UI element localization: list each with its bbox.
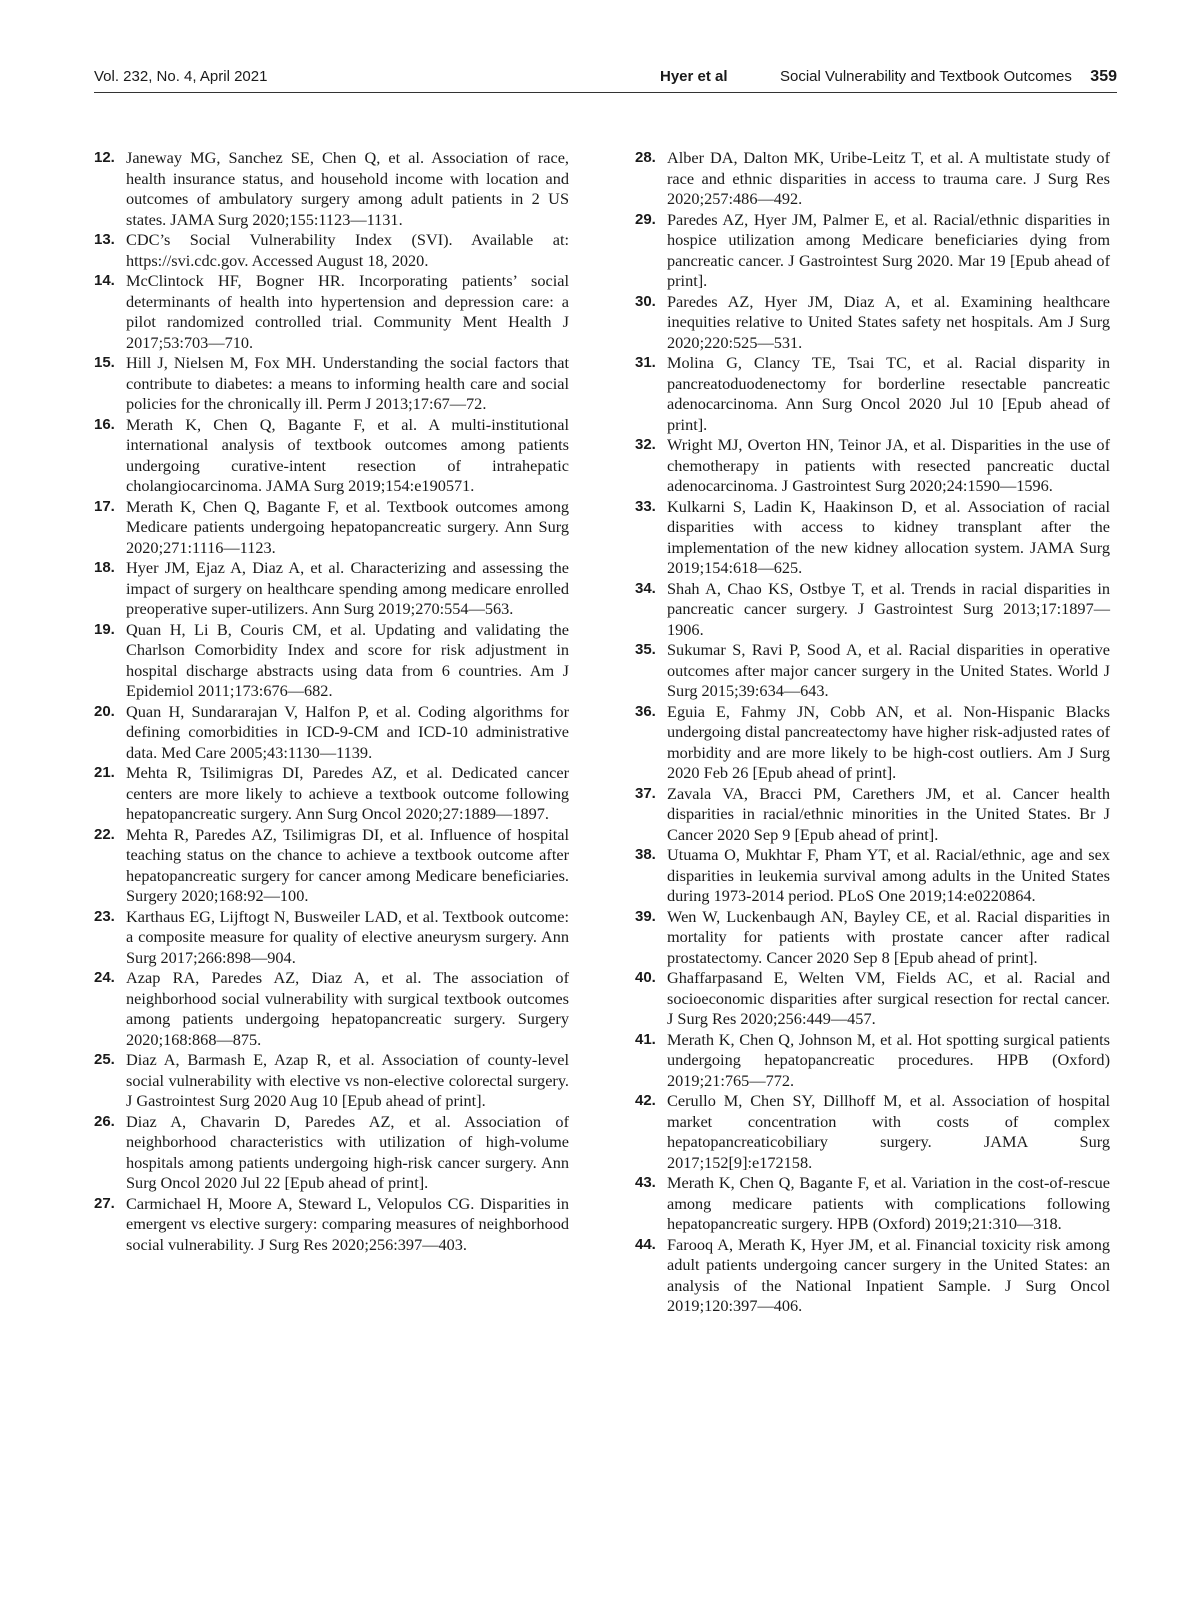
reference-number: 15. [94, 354, 115, 371]
reference-list-left-column [94, 148, 569, 1255]
reference-number: 31. [635, 354, 656, 371]
reference-item [635, 1030, 1110, 1092]
reference-item [94, 353, 569, 415]
reference-text: Shah A, Chao KS, Ostbye T, et al. Trends in racial disparities in pancreatic cancer surgery. J Gastrointest Surg 2013;17:1897—1906. [667, 578, 1110, 639]
reference-item [94, 968, 569, 1050]
reference-text: Merath K, Chen Q, Bagante F, et al. A multi-institutional international analysis of textbook outcomes among patients undergoing curative-intent resection of intrahepatic cholangiocarcinoma. JAMA Surg 2019;154:e190571. [126, 414, 569, 495]
reference-text: Quan H, Li B, Couris CM, et al. Updating and validating the Charlson Comorbidity Index and score for risk adjustment in hospital discharge abstracts using data from 6 countries. Am J Epidemiol 2011;173:676—682. [126, 619, 569, 700]
reference-item [635, 845, 1110, 907]
reference-item [635, 1091, 1110, 1173]
reference-text: Utuama O, Mukhtar F, Pham YT, et al. Racial/ethnic, age and sex disparities in leukemia survival among adults in the United States during 1973-2014 period. PLoS One 2019;14:e0220864. [667, 845, 1110, 905]
running-authors: Hyer et al [660, 68, 728, 85]
reference-number: 20. [94, 702, 115, 720]
reference-number: 12. [94, 149, 115, 166]
reference-text: Janeway MG, Sanchez SE, Chen Q, et al. Association of race, health insurance status, and household income with location and outcomes of ambulatory surgery among adult patients in 2 US states. JAMA Surg 2020;155:1123—1131. [126, 148, 569, 229]
reference-item [635, 353, 1110, 435]
reference-item [635, 148, 1110, 210]
reference-item [635, 292, 1110, 354]
reference-text: Molina G, Clancy TE, Tsai TC, et al. Racial disparity in pancreatoduodenectomy for borderline resectable pancreatic adenocarcinoma. Ann Surg Oncol 2020 Jul 10 [Epub ahead of print]. [667, 353, 1110, 434]
reference-text: Cerullo M, Chen SY, Dillhoff M, et al. Association of hospital market concentration with costs of complex hepatopancreaticobiliary surgery. JAMA Surg 2017;152[9]:e172158. [667, 1091, 1110, 1172]
reference-number: 13. [94, 231, 115, 248]
reference-text: Eguia E, Fahmy JN, Cobb AN, et al. Non-Hispanic Blacks undergoing distal pancreatectomy have higher risk-adjusted rates of morbidity and are more likely to be high-cost outliers. Am J Surg 2020 Feb 26 [Epub ahead of print]. [667, 701, 1110, 782]
reference-text: Kulkarni S, Ladin K, Haakinson D, et al. Association of racial disparities with access to kidney transplant after the implementation of the new kidney allocation system. JAMA Surg 2019;154:618—625. [667, 496, 1110, 577]
reference-text: Hill J, Nielsen M, Fox MH. Understanding the social factors that contribute to diabetes: a means to informing health care and social policies for the chronically ill. Perm J 2013;17:67—72. [126, 353, 569, 413]
reference-list-right-column [635, 148, 1110, 1317]
running-title: Social Vulnerability and Textbook Outcomes [780, 68, 1072, 85]
reference-item [635, 640, 1110, 702]
reference-number: 43. [635, 1174, 656, 1191]
reference-text: Ghaffarpasand E, Welten VM, Fields AC, et al. Racial and socioeconomic disparities after surgical resection for rectal cancer. J Surg Res 2020;256:449—457. [667, 968, 1110, 1028]
reference-text: CDC’s Social Vulnerability Index (SVI). Available at: https://svi.cdc.gov. Accessed August 18, 2020. [126, 230, 569, 270]
running-header [94, 68, 1117, 92]
reference-item [94, 763, 569, 825]
page-number: 359 [1090, 68, 1117, 85]
reference-number: 26. [94, 1112, 115, 1130]
reference-number: 24. [94, 969, 115, 986]
reference-number: 32. [635, 436, 656, 453]
reference-text: Merath K, Chen Q, Bagante F, et al. Variation in the cost-of-rescue among medicare patients with complications following hepatopancreatic surgery. HPB (Oxford) 2019;21:310—318. [667, 1173, 1110, 1233]
reference-item [635, 497, 1110, 579]
reference-text: Farooq A, Merath K, Hyer JM, et al. Financial toxicity risk among adult patients undergoing cancer surgery in the United States: an analysis of the National Inpatient Sample. J Surg Oncol 2019;120:397—406. [667, 1234, 1110, 1315]
reference-text: Merath K, Chen Q, Bagante F, et al. Textbook outcomes among Medicare patients undergoing hepatopancreatic surgery. Ann Surg 2020;271:1116—1123. [126, 496, 569, 557]
reference-number: 35. [635, 641, 656, 658]
reference-number: 17. [94, 497, 115, 515]
reference-number: 18. [94, 559, 115, 576]
reference-text: Sukumar S, Ravi P, Sood A, et al. Racial disparities in operative outcomes after major cancer surgery in the United States. World J Surg 2015;39:634—643. [667, 640, 1110, 700]
reference-number: 23. [94, 907, 115, 925]
reference-item [94, 497, 569, 559]
reference-item [635, 784, 1110, 846]
reference-item [94, 907, 569, 969]
reference-text: Alber DA, Dalton MK, Uribe-Leitz T, et al. A multistate study of race and ethnic disparities in access to trauma care. J Surg Res 2020;257:486—492. [667, 148, 1110, 208]
reference-item [94, 415, 569, 497]
reference-text: Azap RA, Paredes AZ, Diaz A, et al. The association of neighborhood social vulnerability with surgical textbook outcomes among patients undergoing hepatopancreatic surgery. Surgery 2020;168:868—875. [126, 968, 569, 1049]
reference-text: Carmichael H, Moore A, Steward L, Velopulos CG. Disparities in emergent vs elective surgery: comparing measures of neighborhood social vulnerability. J Surg Res 2020;256:397—403. [126, 1193, 569, 1254]
reference-text: Mehta R, Tsilimigras DI, Paredes AZ, et al. Dedicated cancer centers are more likely to achieve a textbook outcome following hepatopancreatic surgery. Ann Surg Oncol 2020;27:1889—1897. [126, 763, 569, 823]
reference-number: 30. [635, 292, 656, 310]
reference-number: 14. [94, 272, 115, 289]
reference-number: 27. [94, 1194, 115, 1212]
reference-item [94, 702, 569, 764]
reference-item [94, 1112, 569, 1194]
reference-text: Karthaus EG, Lijftogt N, Busweiler LAD, et al. Textbook outcome: a composite measure for quality of elective aneurysm surgery. Ann Surg 2017;266:898—904. [126, 906, 569, 967]
reference-text: Wen W, Luckenbaugh AN, Bayley CE, et al. Racial disparities in mortality for patients with prostate cancer after radical prostatectomy. Cancer 2020 Sep 8 [Epub ahead of print]. [667, 906, 1110, 967]
reference-item [94, 620, 569, 702]
reference-item [635, 210, 1110, 292]
reference-text: Hyer JM, Ejaz A, Diaz A, et al. Characterizing and assessing the impact of surgery on healthcare spending among medicare enrolled preoperative super-utilizers. Ann Surg 2019;270:554—563. [126, 558, 569, 618]
reference-number: 44. [635, 1235, 656, 1253]
reference-text: Diaz A, Barmash E, Azap R, et al. Association of county-level social vulnerability with elective vs non-elective colorectal surgery. J Gastrointest Surg 2020 Aug 10 [Epub ahead of print]. [126, 1050, 569, 1110]
reference-number: 37. [635, 784, 656, 802]
reference-number: 36. [635, 702, 656, 720]
reference-text: Quan H, Sundararajan V, Halfon P, et al. Coding algorithms for defining comorbidities in ICD-9-CM and ICD-10 administrative data. Med Care 2005;43:1130—1139. [126, 701, 569, 762]
reference-item [635, 1173, 1110, 1235]
journal-citation: Vol. 232, No. 4, April 2021 [94, 68, 268, 85]
reference-item [635, 1235, 1110, 1317]
reference-number: 38. [635, 846, 656, 863]
reference-item [94, 271, 569, 353]
reference-number: 39. [635, 907, 656, 925]
reference-number: 21. [94, 764, 115, 781]
reference-number: 41. [635, 1030, 656, 1048]
reference-item [94, 1194, 569, 1256]
reference-item [635, 579, 1110, 641]
reference-number: 19. [94, 620, 115, 638]
reference-number: 22. [94, 825, 115, 843]
reference-text: Wright MJ, Overton HN, Teinor JA, et al. Disparities in the use of chemotherapy in patients with resected pancreatic ductal adenocarcinoma. J Gastrointest Surg 2020;24:1590—1596. [667, 435, 1110, 495]
reference-item [635, 435, 1110, 497]
reference-item [94, 558, 569, 620]
reference-text: Paredes AZ, Hyer JM, Palmer E, et al. Racial/ethnic disparities in hospice utilization among Medicare beneficiaries dying from pancreatic cancer. J Gastrointest Surg 2020. Mar 19 [Epub ahead of print]. [667, 209, 1110, 290]
reference-number: 34. [635, 579, 656, 597]
reference-text: McClintock HF, Bogner HR. Incorporating patients’ social determinants of health into hypertension and depression care: a pilot randomized controlled trial. Community Ment Health J 2017;53:703—710. [126, 271, 569, 352]
reference-text: Diaz A, Chavarin D, Paredes AZ, et al. Association of neighborhood characteristics with utilization of high-volume hospitals among patients undergoing high-risk cancer surgery. Ann Surg Oncol 2020 Jul 22 [Epub ahead of print]. [126, 1111, 569, 1192]
reference-item [94, 825, 569, 907]
reference-number: 33. [635, 497, 656, 515]
reference-item [94, 230, 569, 271]
reference-number: 16. [94, 415, 115, 433]
reference-number: 29. [635, 210, 656, 228]
reference-text: Mehta R, Paredes AZ, Tsilimigras DI, et al. Influence of hospital teaching status on the chance to achieve a textbook outcome after hepatopancreatic surgery for cancer among Medicare beneficiaries. Surgery 2020;168:92—100. [126, 824, 569, 905]
reference-number: 40. [635, 969, 656, 986]
reference-text: Zavala VA, Bracci PM, Carethers JM, et al. Cancer health disparities in racial/ethnic minorities in the United States. Br J Cancer 2020 Sep 9 [Epub ahead of print]. [667, 783, 1110, 844]
reference-text: Paredes AZ, Hyer JM, Diaz A, et al. Examining healthcare inequities relative to United States safety net hospitals. Am J Surg 2020;220:525—531. [667, 291, 1110, 352]
reference-item [94, 148, 569, 230]
reference-number: 25. [94, 1051, 115, 1068]
reference-number: 42. [635, 1092, 656, 1109]
reference-item [635, 702, 1110, 784]
header-rule [94, 92, 1117, 93]
reference-text: Merath K, Chen Q, Johnson M, et al. Hot spotting surgical patients undergoing hepatopancreatic procedures. HPB (Oxford) 2019;21:765—772. [667, 1029, 1110, 1090]
reference-item [635, 907, 1110, 969]
reference-item [635, 968, 1110, 1030]
reference-item [94, 1050, 569, 1112]
reference-number: 28. [635, 149, 656, 166]
